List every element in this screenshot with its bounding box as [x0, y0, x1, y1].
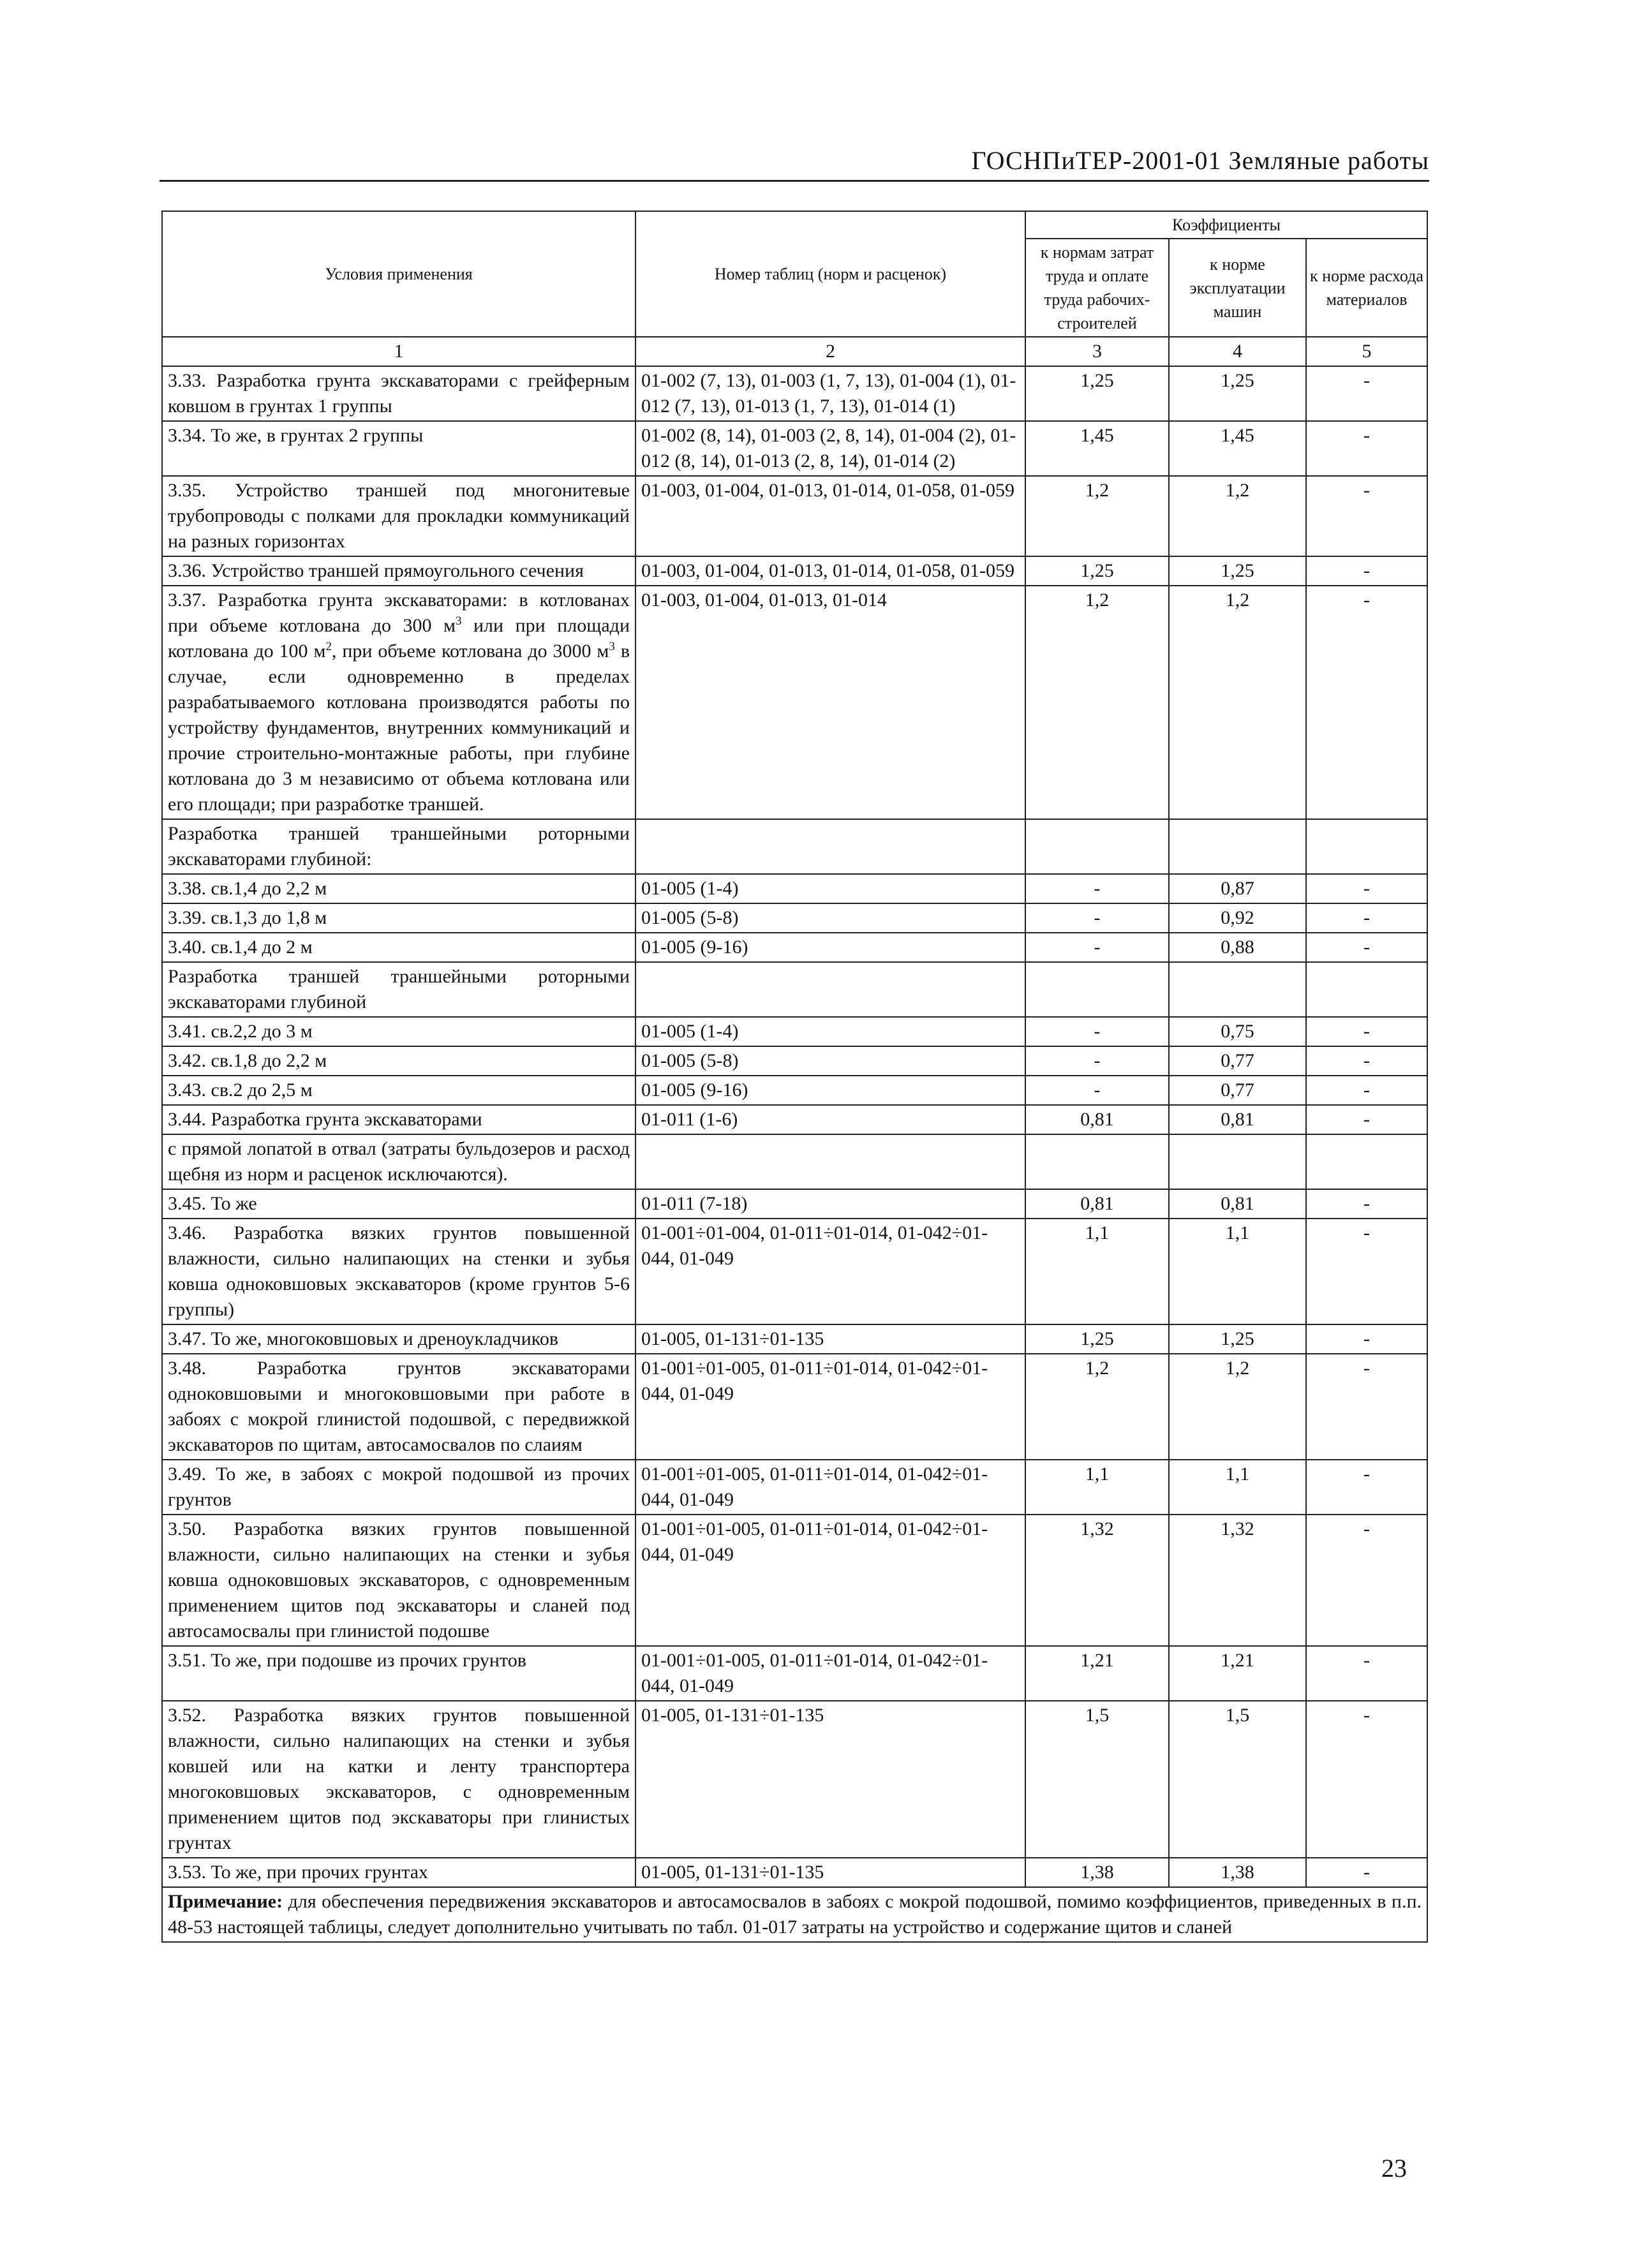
labor-coefficient — [1025, 1134, 1169, 1189]
machines-coefficient — [1169, 1134, 1306, 1189]
table-row — [162, 1076, 1427, 1105]
tables-cell: 01-011 (7-18) — [635, 1189, 1025, 1219]
labor-coefficient: 1,1 — [1025, 1219, 1169, 1324]
labor-coefficient: 1,2 — [1025, 1354, 1169, 1460]
header-materials: к норме расхода материалов — [1306, 239, 1427, 337]
materials-coefficient: - — [1306, 1460, 1427, 1515]
condition-text: 3.37. Разработка грунта экскаваторами: в котлованах при объеме котлована до 300 м — [168, 589, 630, 636]
condition-cell: 3.46. Разработка вязких грунтов повышенной влажности, сильно налипающих на стенки и зубья ковша одноковшовых экскаваторов (кроме грунтов 5-6 группы) — [162, 1219, 635, 1324]
materials-coefficient: - — [1306, 1701, 1427, 1858]
labor-coefficient: - — [1025, 1046, 1169, 1076]
condition-cell: 3.51. То же, при подошве из прочих грунтов — [162, 1646, 635, 1701]
condition-cell: 3.40. св.1,4 до 2 м — [162, 933, 635, 962]
machines-coefficient: 0,87 — [1169, 874, 1306, 903]
machines-coefficient: 1,32 — [1169, 1515, 1306, 1646]
table-row — [162, 476, 1427, 556]
condition-cell: Разработка траншей траншейными роторными экскаваторами глубиной — [162, 962, 635, 1017]
materials-coefficient: - — [1306, 366, 1427, 421]
materials-coefficient: - — [1306, 1189, 1427, 1219]
labor-coefficient: - — [1025, 1017, 1169, 1046]
materials-coefficient: - — [1306, 1046, 1427, 1076]
materials-coefficient: - — [1306, 1105, 1427, 1134]
header-labor: к нормам затрат труда и оплате труда рабочих-строителей — [1025, 239, 1169, 337]
materials-coefficient: - — [1306, 1324, 1427, 1354]
tables-cell: 01-005 (5-8) — [635, 903, 1025, 933]
machines-coefficient: 0,81 — [1169, 1105, 1306, 1134]
table-row — [162, 366, 1427, 421]
machines-coefficient: 0,81 — [1169, 1189, 1306, 1219]
machines-coefficient: 1,1 — [1169, 1219, 1306, 1324]
materials-coefficient: - — [1306, 1076, 1427, 1105]
table-row — [162, 1219, 1427, 1324]
table-row — [162, 874, 1427, 903]
materials-coefficient: - — [1306, 903, 1427, 933]
note-label: Примечание: — [168, 1891, 283, 1912]
materials-coefficient: - — [1306, 1219, 1427, 1324]
machines-coefficient: 1,21 — [1169, 1646, 1306, 1701]
materials-coefficient — [1306, 962, 1427, 1017]
materials-coefficient: - — [1306, 556, 1427, 586]
table-row — [162, 556, 1427, 586]
table-row — [162, 1134, 1427, 1189]
condition-text: или при площади котлована до 100 м — [168, 615, 630, 662]
machines-coefficient: 1,2 — [1169, 476, 1306, 556]
materials-coefficient: - — [1306, 933, 1427, 962]
materials-coefficient: - — [1306, 1515, 1427, 1646]
labor-coefficient: - — [1025, 1076, 1169, 1105]
table-row — [162, 1460, 1427, 1515]
table-row — [162, 586, 1427, 819]
labor-coefficient — [1025, 819, 1169, 874]
column-number: 5 — [1306, 337, 1427, 366]
tables-cell: 01-005 (9-16) — [635, 1076, 1025, 1105]
machines-coefficient: 0,88 — [1169, 933, 1306, 962]
column-number: 1 — [162, 337, 635, 366]
machines-coefficient — [1169, 962, 1306, 1017]
labor-coefficient: 1,2 — [1025, 476, 1169, 556]
machines-coefficient: 1,1 — [1169, 1460, 1306, 1515]
condition-cell: 3.43. св.2 до 2,5 м — [162, 1076, 635, 1105]
header-machines: к норме эксплуатации машин — [1169, 239, 1306, 337]
table-row — [162, 421, 1427, 476]
header-conditions: Условия применения — [162, 211, 635, 337]
page-number: 23 — [1381, 2154, 1407, 2183]
running-header — [160, 145, 1429, 179]
labor-coefficient: 0,81 — [1025, 1105, 1169, 1134]
machines-coefficient: 1,25 — [1169, 1324, 1306, 1354]
tables-cell: 01-001÷01-005, 01-011÷01-014, 01-042÷01-044, 01-049 — [635, 1515, 1025, 1646]
header-coefficients: Коэффициенты — [1025, 211, 1427, 239]
condition-text: , при объеме котлована до 3000 м — [331, 641, 609, 662]
column-number: 2 — [635, 337, 1025, 366]
condition-text: в случае, если одновременно в пределах разрабатываемого котлована производятся работы по устройству фундаментов, внутренних коммуникаций и прочие строительно-монтажные работы, при глубине котлована до 3 м независимо от объема котлована или его площади; при разработке траншей. — [168, 641, 630, 815]
materials-coefficient: - — [1306, 586, 1427, 819]
condition-cell: 3.49. То же, в забоях с мокрой подошвой из прочих грунтов — [162, 1460, 635, 1515]
table-note — [162, 1887, 1427, 1942]
condition-cell: 3.48. Разработка грунтов экскаваторами одноковшовыми и многоковшовыми при работе в забоях с мокрой глинистой подошвой, с передвижкой экскаваторов по щитам, автосамосвалов по слаиям — [162, 1354, 635, 1460]
condition-cell: 3.34. То же, в грунтах 2 группы — [162, 421, 635, 476]
condition-cell: 3.50. Разработка вязких грунтов повышенной влажности, сильно налипающих на стенки и зубья ковша одноковшовых экскаваторов, с одновременным применением щитов под экскаваторы и сланей под автосамосвалы при глинистой подошве — [162, 1515, 635, 1646]
table-row — [162, 819, 1427, 874]
machines-coefficient: 0,75 — [1169, 1017, 1306, 1046]
table-row — [162, 1105, 1427, 1134]
tables-cell — [635, 819, 1025, 874]
labor-coefficient: 1,2 — [1025, 586, 1169, 819]
materials-coefficient: - — [1306, 476, 1427, 556]
labor-coefficient: 1,25 — [1025, 1324, 1169, 1354]
machines-coefficient: 0,77 — [1169, 1046, 1306, 1076]
tables-cell: 01-002 (7, 13), 01-003 (1, 7, 13), 01-004 (1), 01-012 (7, 13), 01-013 (1, 7, 13), 01-014 (1) — [635, 366, 1025, 421]
condition-cell: 3.44. Разработка грунта экскаваторами — [162, 1105, 635, 1134]
tables-cell: 01-005 (1-4) — [635, 874, 1025, 903]
tables-cell — [635, 962, 1025, 1017]
materials-coefficient: - — [1306, 1646, 1427, 1701]
header-tables: Номер таблиц (норм и расценок) — [635, 211, 1025, 337]
machines-coefficient — [1169, 819, 1306, 874]
note-row — [162, 1887, 1427, 1942]
machines-coefficient: 1,38 — [1169, 1858, 1306, 1887]
table-row — [162, 1324, 1427, 1354]
coefficients-table — [161, 211, 1428, 1943]
condition-cell: 3.33. Разработка грунта экскаваторами с грейферным ковшом в грунтах 1 группы — [162, 366, 635, 421]
machines-coefficient: 0,77 — [1169, 1076, 1306, 1105]
labor-coefficient: 1,5 — [1025, 1701, 1169, 1858]
tables-cell: 01-005, 01-131÷01-135 — [635, 1701, 1025, 1858]
condition-cell: с прямой лопатой в отвал (затраты бульдозеров и расход щебня из норм и расценок исключаются). — [162, 1134, 635, 1189]
condition-cell: 3.52. Разработка вязких грунтов повышенной влажности, сильно налипающих на стенки и зубья ковшей или на катки и ленту транспортера многоковшовых экскаваторов, с одновременным применением щитов под экскаваторы при глинистых грунтах — [162, 1701, 635, 1858]
labor-coefficient: 0,81 — [1025, 1189, 1169, 1219]
tables-cell: 01-002 (8, 14), 01-003 (2, 8, 14), 01-004 (2), 01-012 (8, 14), 01-013 (2, 8, 14), 01-014 (2) — [635, 421, 1025, 476]
materials-coefficient: - — [1306, 874, 1427, 903]
table-row — [162, 1046, 1427, 1076]
machines-coefficient: 0,92 — [1169, 903, 1306, 933]
tables-cell: 01-005 (1-4) — [635, 1017, 1025, 1046]
superscript: 2 — [325, 640, 332, 653]
labor-coefficient: - — [1025, 874, 1169, 903]
labor-coefficient: 1,25 — [1025, 366, 1169, 421]
labor-coefficient: 1,1 — [1025, 1460, 1169, 1515]
tables-cell: 01-001÷01-004, 01-011÷01-014, 01-042÷01-044, 01-049 — [635, 1219, 1025, 1324]
column-number-row — [162, 337, 1427, 366]
table-row — [162, 1646, 1427, 1701]
note-text: для обеспечения передвижения экскаваторов и автосамосвалов в забоях с мокрой подошвой, помимо коэффициентов, приведенных в п.п. 48-53 настоящей таблицы, следует дополнительно учитывать по табл. 01-017 затраты на устройство и содержание щитов и сланей — [168, 1891, 1422, 1938]
condition-cell: Разработка траншей траншейными роторными экскаваторами глубиной: — [162, 819, 635, 874]
condition-cell: 3.47. То же, многоковшовых и дреноукладчиков — [162, 1324, 635, 1354]
column-number: 3 — [1025, 337, 1169, 366]
tables-cell: 01-003, 01-004, 01-013, 01-014, 01-058, 01-059 — [635, 476, 1025, 556]
tables-cell: 01-005 (9-16) — [635, 933, 1025, 962]
table-row — [162, 962, 1427, 1017]
labor-coefficient: 1,38 — [1025, 1858, 1169, 1887]
machines-coefficient: 1,2 — [1169, 1354, 1306, 1460]
machines-coefficient: 1,25 — [1169, 556, 1306, 586]
materials-coefficient — [1306, 819, 1427, 874]
machines-coefficient: 1,5 — [1169, 1701, 1306, 1858]
header-row-1 — [162, 211, 1427, 239]
tables-cell: 01-005 (5-8) — [635, 1046, 1025, 1076]
labor-coefficient: 1,45 — [1025, 421, 1169, 476]
condition-cell: 3.53. То же, при прочих грунтах — [162, 1858, 635, 1887]
labor-coefficient: 1,32 — [1025, 1515, 1169, 1646]
machines-coefficient: 1,25 — [1169, 366, 1306, 421]
table-row — [162, 903, 1427, 933]
machines-coefficient: 1,2 — [1169, 586, 1306, 819]
table-row — [162, 1354, 1427, 1460]
condition-cell: 3.36. Устройство траншей прямоугольного сечения — [162, 556, 635, 586]
superscript: 3 — [609, 640, 615, 653]
materials-coefficient: - — [1306, 1858, 1427, 1887]
table-row — [162, 1017, 1427, 1046]
labor-coefficient: - — [1025, 903, 1169, 933]
labor-coefficient: 1,21 — [1025, 1646, 1169, 1701]
header-rule — [160, 180, 1429, 182]
labor-coefficient — [1025, 962, 1169, 1017]
condition-cell: 3.42. св.1,8 до 2,2 м — [162, 1046, 635, 1076]
labor-coefficient: - — [1025, 933, 1169, 962]
condition-cell — [162, 586, 635, 819]
condition-cell: 3.41. св.2,2 до 3 м — [162, 1017, 635, 1046]
materials-coefficient: - — [1306, 1354, 1427, 1460]
materials-coefficient: - — [1306, 1017, 1427, 1046]
tables-cell: 01-001÷01-005, 01-011÷01-014, 01-042÷01-044, 01-049 — [635, 1354, 1025, 1460]
tables-cell: 01-003, 01-004, 01-013, 01-014 — [635, 586, 1025, 819]
table-row — [162, 933, 1427, 962]
tables-cell: 01-003, 01-004, 01-013, 01-014, 01-058, 01-059 — [635, 556, 1025, 586]
tables-cell: 01-001÷01-005, 01-011÷01-014, 01-042÷01-044, 01-049 — [635, 1646, 1025, 1701]
tables-cell: 01-005, 01-131÷01-135 — [635, 1324, 1025, 1354]
column-number: 4 — [1169, 337, 1306, 366]
superscript: 3 — [456, 614, 462, 628]
table-row — [162, 1858, 1427, 1887]
materials-coefficient: - — [1306, 421, 1427, 476]
machines-coefficient: 1,45 — [1169, 421, 1306, 476]
header-title: ГОСНПиТЕР-2001-01 Земляные работы — [971, 146, 1429, 175]
table-row — [162, 1189, 1427, 1219]
tables-cell: 01-001÷01-005, 01-011÷01-014, 01-042÷01-044, 01-049 — [635, 1460, 1025, 1515]
materials-coefficient — [1306, 1134, 1427, 1189]
table-row — [162, 1515, 1427, 1646]
condition-cell: 3.45. То же — [162, 1189, 635, 1219]
table-row — [162, 1701, 1427, 1858]
tables-cell: 01-011 (1-6) — [635, 1105, 1025, 1134]
tables-cell — [635, 1134, 1025, 1189]
tables-cell: 01-005, 01-131÷01-135 — [635, 1858, 1025, 1887]
condition-cell: 3.38. св.1,4 до 2,2 м — [162, 874, 635, 903]
condition-cell: 3.39. св.1,3 до 1,8 м — [162, 903, 635, 933]
labor-coefficient: 1,25 — [1025, 556, 1169, 586]
condition-cell: 3.35. Устройство траншей под многонитевые трубопроводы с полками для прокладки коммуникаций на разных горизонтах — [162, 476, 635, 556]
